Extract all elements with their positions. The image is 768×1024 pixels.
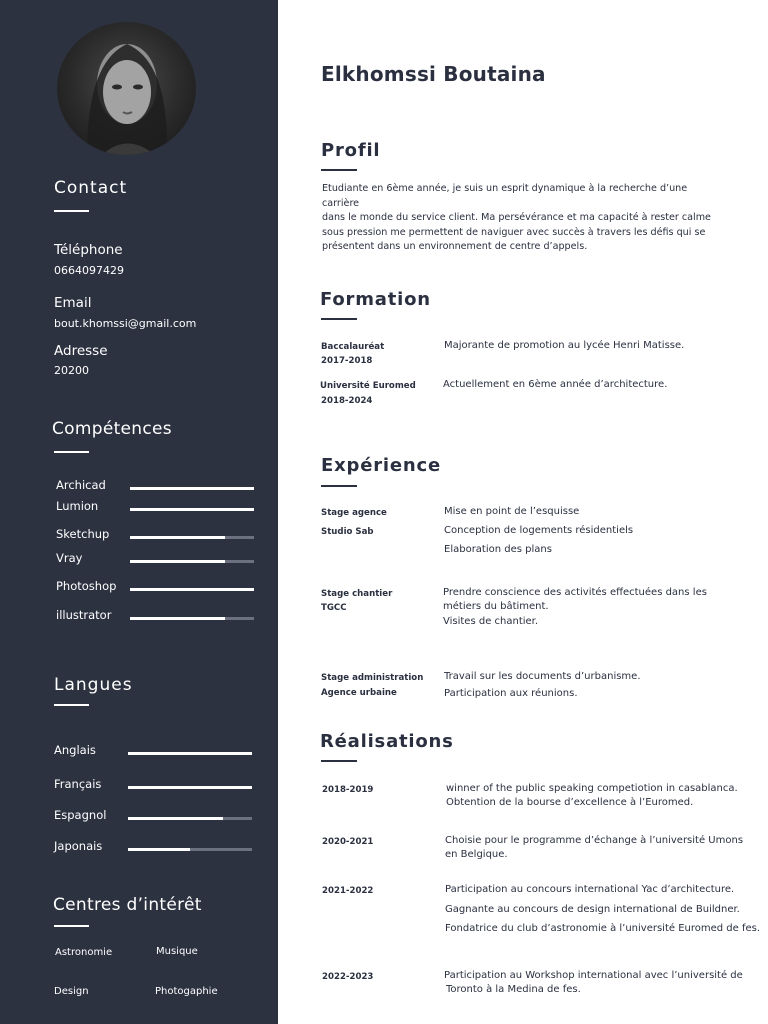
skill-bar-fill [130,536,225,539]
skill-bar-fill [130,508,254,511]
achievement-line: Toronto à la Medina de fes. [446,984,581,995]
achievement-year: 2022-2023 [322,972,374,982]
contact-title-underline [54,210,89,212]
skill-bar [130,588,254,591]
skill-bar-fill [130,487,254,490]
language-bar [128,752,252,755]
education-label: Université Euromed [320,381,416,391]
phone-label: Téléphone [54,242,123,258]
language-row [54,808,256,824]
language-name: Anglais [54,743,96,757]
achievements-title: Réalisations [320,731,454,752]
language-name: Espagnol [54,808,107,822]
profile-line: dans le monde du service client. Ma persévérance et ma capacité à rester calme [322,212,711,223]
skill-bar [130,617,254,620]
skill-row [56,608,256,624]
skill-bar-fill [130,560,225,563]
experience-title: Expérience [321,455,441,476]
skill-name: Vray [56,551,83,565]
skill-row [56,551,256,567]
language-bar-fill [128,752,252,755]
skill-row [56,478,256,494]
experience-line: Mise en point de l’esquisse [444,506,580,517]
language-row [54,839,256,855]
achievements-title-underline [321,760,357,762]
achievement-year: 2021-2022 [322,886,374,896]
education-date: 2018-2024 [321,396,373,406]
interest-item: Musique [156,946,198,957]
education-text: Majorante de promotion au lycée Henri Matisse. [444,340,685,351]
languages-title: Langues [54,675,133,695]
experience-org: TGCC [321,603,347,613]
interest-item: Design [54,986,89,997]
skills-title-underline [54,451,89,453]
achievement-year: 2020-2021 [322,837,374,847]
profile-line: sous pression me permettent de naviguer avec succès à travers les défis qui se [322,226,706,238]
skill-name: Sketchup [56,527,110,541]
achievement-line: Gagnante au concours de design international de Buildner. [445,904,740,915]
skill-name: Photoshop [56,579,117,593]
skill-row [56,499,256,515]
achievement-year: 2018-2019 [322,785,374,795]
skill-name: illustrator [56,608,112,622]
interest-item: Photogaphie [155,986,218,997]
achievement-line: Participation au concours international Yac d’architecture. [445,884,735,895]
skill-bar [130,560,254,563]
skill-bar-fill [130,588,254,591]
language-bar [128,786,252,789]
achievement-line: Fondatrice du club d’astronomie à l’université Euromed de fes. [445,923,761,934]
skill-bar [130,487,254,490]
skill-name: Archicad [56,478,106,492]
language-bar-fill [128,817,223,820]
experience-line: Elaboration des plans [444,544,552,555]
achievement-line: Participation au Workshop international avec l’université de [444,970,743,981]
profile-line: Etudiante en 6ème année, je suis un esprit dynamique à la recherche d’une carrière [322,183,688,209]
language-row [54,743,256,759]
skills-title: Compétences [52,419,172,439]
experience-label: Stage administration [321,673,424,683]
experience-org: Studio Sab [321,527,374,537]
education-text: Actuellement en 6ème année d’architecture. [443,379,668,390]
profile-title: Profil [321,140,381,161]
language-bar-fill [128,848,190,851]
sidebar [0,0,278,1024]
language-row [54,777,256,793]
experience-org: Agence urbaine [321,688,397,698]
profile-text [322,182,722,255]
experience-line: Visites de chantier. [443,616,539,627]
email-label: Email [54,295,92,311]
skill-bar [130,508,254,511]
language-bar-fill [128,786,252,789]
portrait-image [57,22,196,155]
avatar [57,22,196,155]
experience-label: Stage chantier [321,589,393,599]
achievement-line: winner of the public speaking competiotion in casablanca. [446,783,738,794]
language-bar [128,817,252,820]
language-name: Japonais [54,839,103,853]
experience-title-underline [321,485,357,487]
language-bar [128,848,252,851]
achievement-line: Obtention de la bourse d’excellence à l’Euromed. [446,797,694,808]
profile-title-underline [321,169,357,171]
education-label: Baccalauréat [321,342,385,352]
achievement-line: Choisie pour le programme d’échange à l’université Umons [445,835,744,846]
language-name: Français [54,777,102,791]
address-value: 20200 [54,364,89,377]
experience-line: Travail sur les documents d’urbanisme. [444,671,641,682]
skill-bar [130,536,254,539]
experience-line: Participation aux réunions. [444,688,578,699]
contact-title: Contact [54,178,128,198]
candidate-name: Elkhomssi Boutaina [321,62,546,86]
languages-title-underline [54,704,89,706]
experience-line: Conception de logements résidentiels [444,525,634,536]
experience-line: métiers du bâtiment. [443,601,549,612]
skill-bar-fill [130,617,225,620]
experience-line: Prendre conscience des activités effectuées dans les [443,587,707,598]
experience-label: Stage agence [321,508,387,518]
interest-item: Astronomie [55,947,113,958]
email-value: bout.khomssi@gmail.com [54,317,197,330]
skill-row [56,527,256,543]
interests-title-underline [54,925,89,927]
address-label: Adresse [54,343,108,359]
interests-title: Centres d’intérêt [53,895,202,915]
phone-value: 0664097429 [54,264,124,277]
skill-row [56,579,256,595]
education-title-underline [321,318,357,320]
profile-line: présentent dans un environnement de centre d’appels. [322,241,588,252]
education-date: 2017-2018 [321,356,373,366]
education-title: Formation [320,289,431,310]
achievement-line: en Belgique. [445,849,508,860]
skill-name: Lumion [56,499,99,513]
